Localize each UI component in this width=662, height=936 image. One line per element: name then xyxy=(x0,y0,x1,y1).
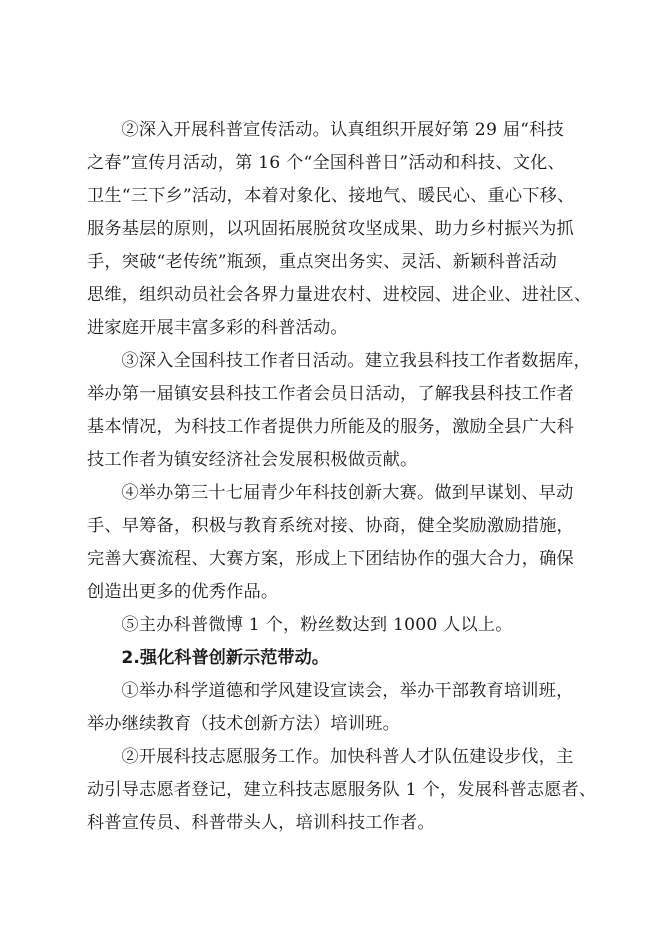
text-line: 创造出更多的优秀作品。 xyxy=(87,582,279,602)
text-line: ③深入全国科技工作者日活动。建立我县科技工作者数据库， xyxy=(121,351,591,371)
text-line: 举办第一届镇安县科技工作者会员日活动，了解我县科技工作者 xyxy=(87,384,574,404)
paragraph-science-publicity xyxy=(87,114,592,345)
text-line: 基本情况，为科技工作者提供力所能及的服务，激励全县广大科 xyxy=(87,417,574,437)
text-line: 手，突破“老传统”瓶颈，重点突出务实、灵活、新颖科普活动 xyxy=(87,252,558,272)
paragraph-tech-workers-day xyxy=(87,345,591,477)
text-line: 手、早筹备，积极与教育系统对接、协商，健全奖励激励措施， xyxy=(87,516,574,536)
text-line: 科普宣传员、科普带头人，培训科技工作者。 xyxy=(87,813,435,833)
paragraph-volunteer-service xyxy=(87,741,597,840)
section-heading: 2.强化科普创新示范带动。 xyxy=(121,648,329,668)
text-line: 动引导志愿者登记，建立科技志愿服务队 1 个，发展科普志愿者、 xyxy=(87,780,597,800)
text-line: 之春”宣传月活动，第 16 个“全国科普日”活动和科技、文化、 xyxy=(87,153,565,173)
paragraph-science-weibo xyxy=(87,609,579,642)
text-line: ④举办第三十七届青少年科技创新大赛。做到早谋划、早动 xyxy=(121,483,574,503)
paragraph-youth-innovation-contest xyxy=(87,477,579,609)
text-line: ①举办科学道德和学风建设宣读会，举办干部教育培训班， xyxy=(121,681,574,701)
text-line: 完善大赛流程、大赛方案，形成上下团结协作的强大合力，确保 xyxy=(87,549,574,569)
text-line: 举办继续教育（技术创新方法）培训班。 xyxy=(87,714,400,734)
document-body xyxy=(87,114,597,840)
paragraph-ethics-training xyxy=(87,675,579,741)
text-line: ②深入开展科普宣传活动。认真组织开展好第 29 届“科技 xyxy=(121,120,564,140)
text-line: 思维，组织动员社会各界力量进农村、进校园、进企业、进社区、 xyxy=(87,285,592,305)
text-line: 卫生“三下乡”活动，本着对象化、接地气、暖民心、重心下移、 xyxy=(87,186,575,206)
text-line: 技工作者为镇安经济社会发展积极做贡献。 xyxy=(87,450,418,470)
text-line: 进家庭开展丰富多彩的科普活动。 xyxy=(87,318,348,338)
text-line: ⑤主办科普微博 1 个，粉丝数达到 1000 人以上。 xyxy=(121,615,513,635)
text-line: 服务基层的原则，以巩固拓展脱贫攻坚成果、助力乡村振兴为抓 xyxy=(87,219,574,239)
text-line: ②开展科技志愿服务工作。加快科普人才队伍建设步伐，主 xyxy=(121,747,574,767)
